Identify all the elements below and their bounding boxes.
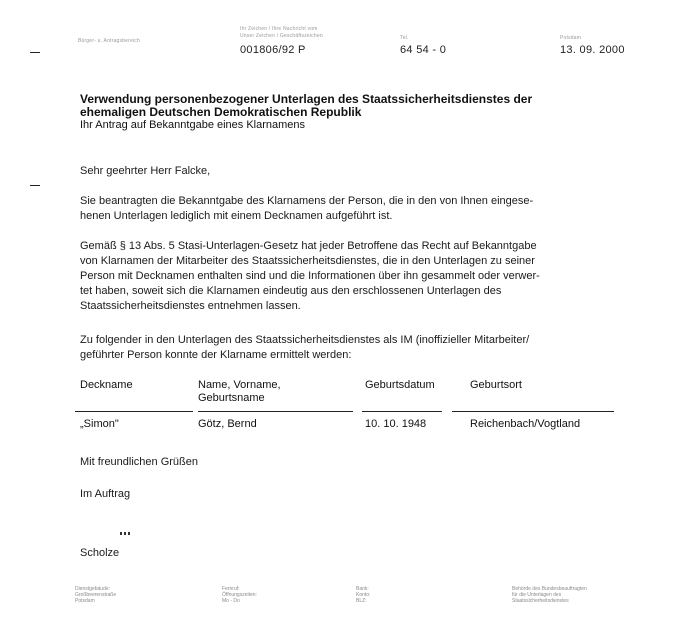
cell-birthdate: 10. 10. 1948: [365, 418, 427, 430]
subject-block: [80, 93, 600, 131]
letterhead-our-reference-label: Unser Zeichen / Geschäftszeichen: [240, 33, 323, 39]
fold-mark-middle: [30, 185, 40, 186]
footer-line: Dienstgebäude:: [75, 586, 111, 592]
header-codename: Deckname: [80, 379, 133, 391]
cell-name: Götz, Bernd: [198, 418, 257, 430]
signature-name: Scholze: [80, 547, 120, 559]
letterhead-place: Potsdam: [560, 35, 582, 41]
footer-line: Behörde des Bundesbeauftragten: [512, 586, 587, 592]
letterhead-your-reference-label: Ihr Zeichen / Ihre Nachricht vom: [240, 26, 318, 32]
footer-line: Mo - Do: [222, 598, 240, 604]
paragraph-line: tet haben, soweit sich die Klarnamen eindeutig aus den erschlossenen Unterlagen des: [80, 285, 502, 297]
salutation: Sehr geehrter Herr Falcke,: [80, 165, 211, 177]
paragraph-line: Sie beantragten die Bekanntgabe des Klarnamens der Person, die in den von Ihnen eingese-: [80, 195, 534, 207]
signature-mark: [120, 532, 132, 535]
footer-bank: [356, 586, 370, 604]
paragraph-line: geführter Person konnte der Klarname ermittelt werden:: [80, 349, 352, 361]
paragraph-2: [80, 239, 595, 314]
reference-number: 001806/92 P: [240, 44, 306, 56]
paragraph-1: [80, 194, 595, 224]
on-behalf: Im Auftrag: [80, 488, 131, 500]
footer-line: Großbeerenstraße: [75, 592, 117, 598]
subject-request-line: Ihr Antrag auf Bekanntgabe eines Klarnamens: [80, 119, 306, 131]
subject-line-1: Verwendung personenbezogener Unterlagen des Staatssicherheitsdienstes der: [80, 92, 533, 106]
footer-line: Konto:: [356, 592, 371, 598]
paragraph-line: Zu folgender in den Unterlagen des Staatssicherheitsdienstes als IM (inoffizieller Mitarbeiter/: [80, 334, 530, 346]
header-underline-codename: [75, 411, 193, 412]
phone-extension: 64 54 - 0: [400, 44, 447, 56]
header-birthdate: Geburtsdatum: [365, 379, 435, 391]
letterhead-department: Bürger- u. Antragsbereich: [78, 38, 140, 44]
fold-mark-top: [30, 52, 40, 53]
cell-birthplace: Reichenbach/Vogtland: [470, 418, 581, 430]
header-underline-name: [198, 411, 353, 412]
header-name: [198, 379, 281, 405]
footer-line: Bank:: [356, 586, 369, 592]
header-name-line-2: Geburtsname: [198, 392, 265, 404]
paragraph-3: [80, 333, 595, 363]
paragraph-line: Staatssicherheitsdienstes entnehmen lassen.: [80, 300, 301, 312]
footer-authority: [512, 586, 587, 604]
footer-line: Potsdam: [75, 598, 95, 604]
footer-line: Staatssicherheitsdienstes: [512, 598, 569, 604]
footer-address: [75, 586, 116, 604]
header-underline-birthdate: [362, 411, 442, 412]
subject-line-2: ehemaligen Deutschen Demokratischen Republik: [80, 105, 362, 119]
footer-line: BLZ:: [356, 598, 367, 604]
paragraph-line: von Klarnamen der Mitarbeiter des Staatssicherheitsdienstes, die in den Unterlagen zu seiner: [80, 255, 535, 267]
header-underline-birthplace: [452, 411, 614, 412]
footer-line: Öffnungszeiten:: [222, 592, 257, 598]
footer-line: Fernruf:: [222, 586, 240, 592]
paragraph-line: Person mit Decknamen enthalten sind und die Informationen über ihn gesammelt oder verwer-: [80, 270, 540, 282]
footer-contact: [222, 586, 257, 604]
cell-codename: „Simon": [80, 418, 119, 430]
letter-date: 13. 09. 2000: [560, 44, 625, 56]
paragraph-line: Gemäß § 13 Abs. 5 Stasi-Unterlagen-Gesetz hat jeder Betroffene das Recht auf Bekanntgabe: [80, 240, 537, 252]
header-name-line-1: Name, Vorname,: [198, 379, 281, 391]
footer-line: für die Unterlagen des: [512, 592, 562, 598]
letterhead-phone-label: Tel.: [400, 35, 409, 41]
header-birthplace: Geburtsort: [470, 379, 522, 391]
closing: Mit freundlichen Grüßen: [80, 456, 198, 468]
paragraph-line: henen Unterlagen lediglich mit einem Decknamen aufgeführt ist.: [80, 210, 393, 222]
